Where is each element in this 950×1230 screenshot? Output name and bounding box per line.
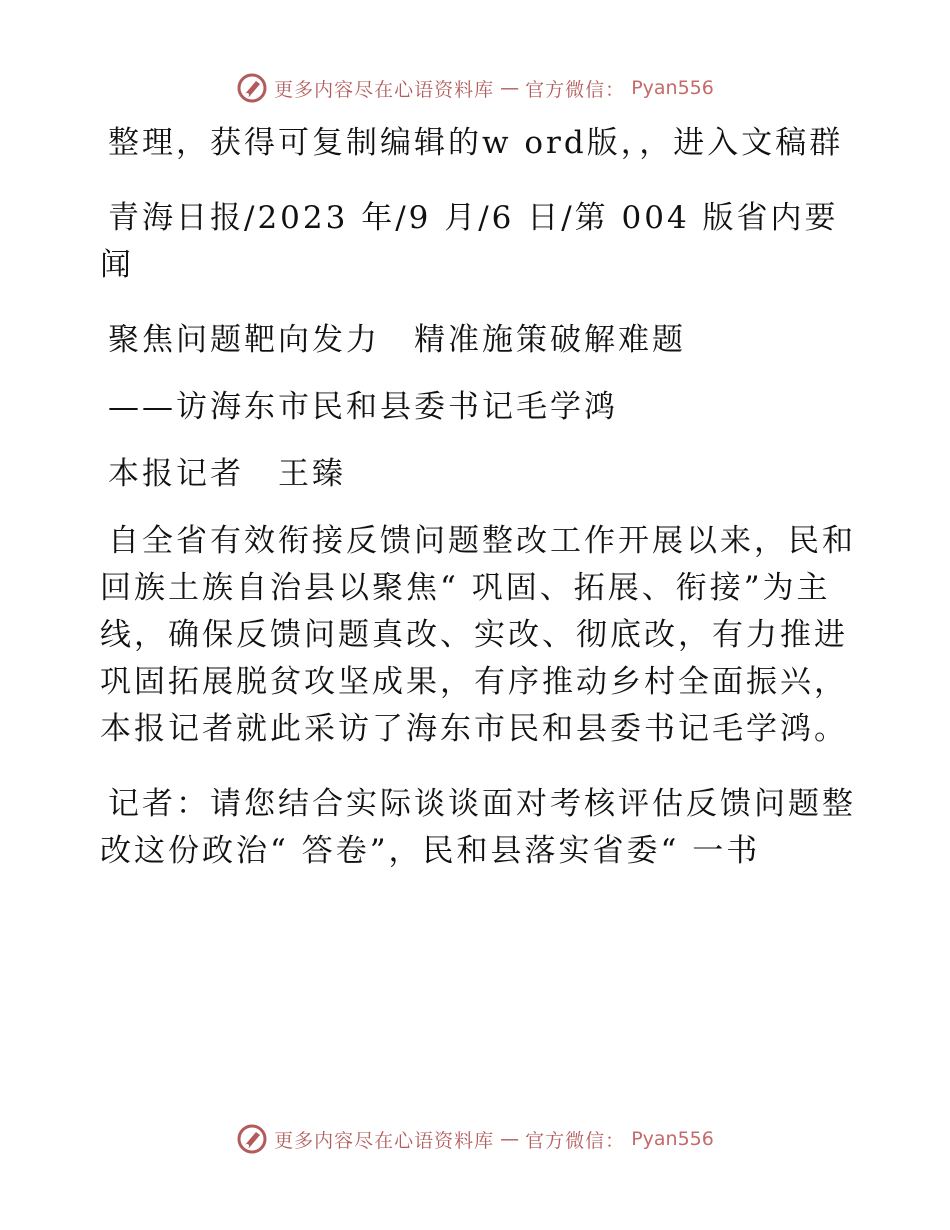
byline: 本报记者 王臻: [108, 456, 346, 492]
pen-logo-icon: [236, 72, 268, 104]
question-paragraph: 记者：请您结合实际谈谈面对考核评估反馈问题整改这份政治“ 答卷”，民和县落实省委“ 一书: [100, 786, 856, 869]
article-body: [100, 120, 860, 903]
subheadline: ——访海东市民和县委书记毛学鸿: [108, 389, 618, 425]
source-line: 青海日报/2023 年/9 月/6 日/第 004 版省内要闻: [100, 200, 839, 283]
header-watermark: [0, 72, 950, 104]
watermark-brand: 更多内容尽在心语资料库: [274, 1129, 495, 1152]
headline: 聚焦问题靶向发力 精准施策破解难题: [108, 322, 686, 358]
intro-line: 整理，获得可复制编辑的w ord版，，进入文稿群: [108, 125, 844, 161]
footer-watermark: [0, 1123, 950, 1155]
pen-logo-icon: [236, 1123, 268, 1155]
watermark-handle: Pyan556: [631, 1128, 714, 1150]
watermark-handle: Pyan556: [631, 77, 714, 99]
watermark-brand: 更多内容尽在心语资料库: [274, 78, 495, 101]
lead-paragraph: 自全省有效衔接反馈问题整改工作开展以来，民和回族土族自治县以聚焦“ 巩固、拓展、衔接”为主线，确保反馈问题真改、实改、彻底改，有力推进巩固拓展脱贫攻坚成果，有序推动乡村全面振兴，本报记者就此采访了海东市民和县委书记毛学鸿。: [100, 523, 856, 747]
watermark-label: 官方微信：: [525, 1129, 626, 1152]
watermark-label: 官方微信：: [525, 78, 626, 101]
watermark-separator: —: [500, 77, 520, 99]
watermark-separator: —: [500, 1128, 520, 1150]
